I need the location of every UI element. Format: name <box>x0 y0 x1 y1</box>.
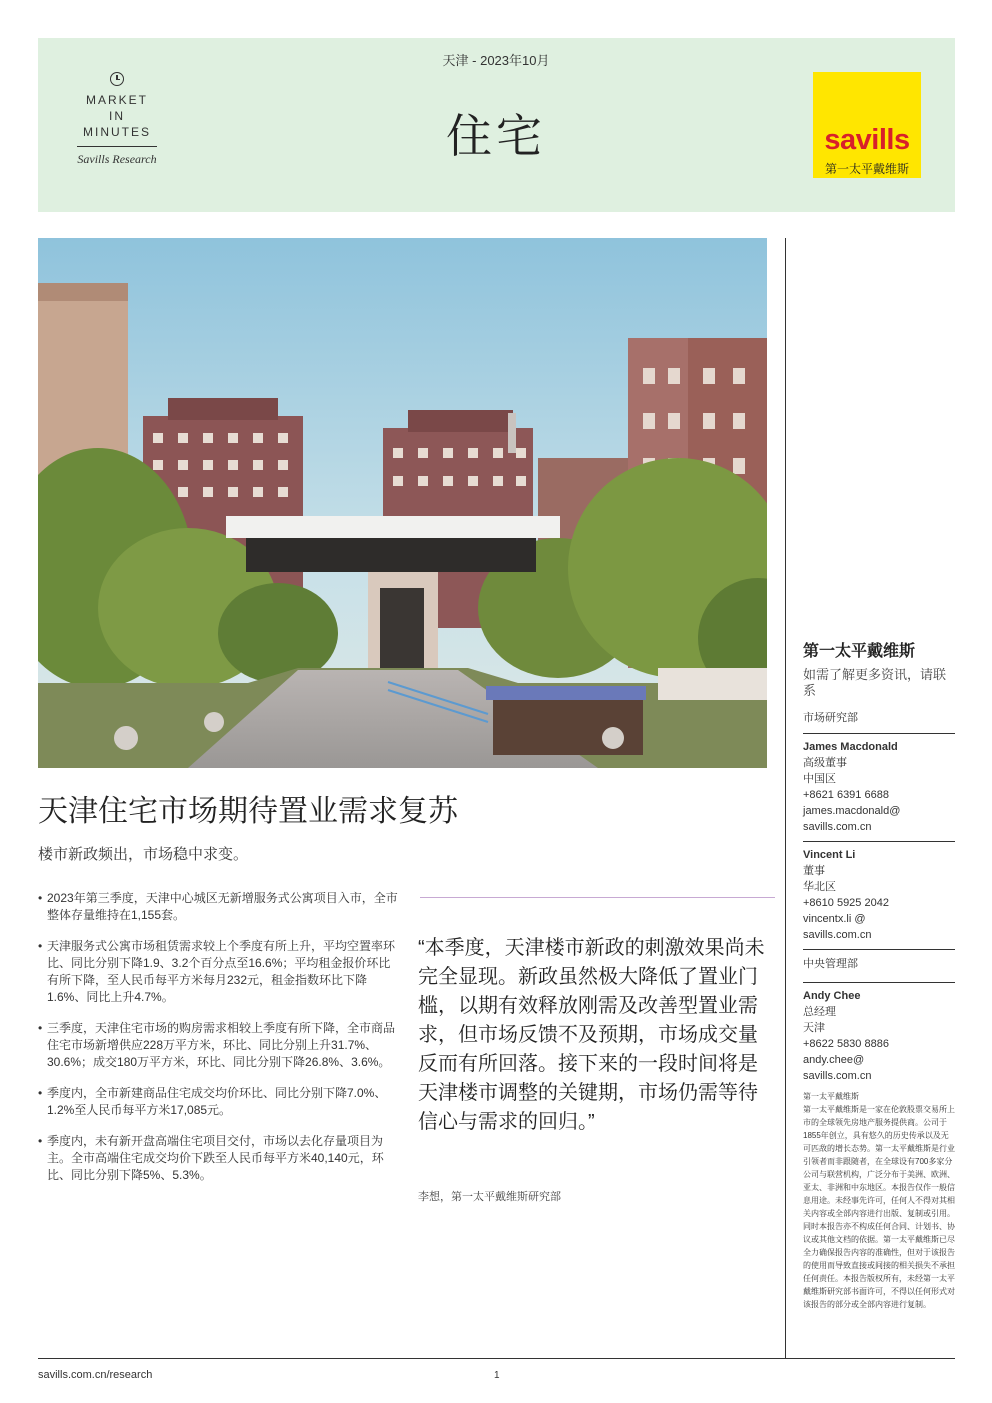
contact-sidebar <box>803 638 955 1084</box>
page-number: 1 <box>494 1370 500 1381</box>
contact-divider <box>803 841 955 842</box>
contact-divider <box>803 949 955 950</box>
list-item: • 三季度，天津住宅市场的购房需求相较上季度有所下降，全市商品住宅市场新增供应228万平方米，环比、同比分别上升31.7%、30.6%；成交180万平方米，环比、同比分别下降26.8%、3.6%。 <box>38 1020 398 1071</box>
department-label: 市场研究部 <box>803 712 858 724</box>
contact-email-domain[interactable]: savills.com.cn <box>803 1070 872 1082</box>
column-divider <box>785 238 786 1358</box>
contact-email[interactable]: andy.chee@ <box>803 1054 865 1066</box>
article-subtitle: 楼市新政频出，市场稳中求变。 <box>38 846 249 863</box>
series-word: IN <box>109 109 125 123</box>
contact-email-domain[interactable]: savills.com.cn <box>803 821 872 833</box>
sidebar-more-info: 如需了解更多资讯，请联系 <box>803 667 947 698</box>
list-item: • 天津服务式公寓市场租赁需求较上个季度有所上升，平均空置率环比、同比分别下降1.9、3.2个百分点至16.6%；平均租金报价环比有所下降，至人民币每平方米每月232元，租金指数环比下降1.6%、同比上升4.7%。 <box>38 938 398 1006</box>
contact-divider <box>803 733 955 734</box>
disclaimer <box>803 1090 955 1311</box>
contact-phone: +8622 5830 8886 <box>803 1038 889 1050</box>
contact-title: 高级董事 <box>803 757 847 769</box>
contact-phone: +8610 5925 2042 <box>803 897 889 909</box>
contact-name: Andy Chee <box>803 990 861 1002</box>
research-label: Savills Research <box>77 152 157 166</box>
series-word: MARKET <box>85 93 148 107</box>
pull-quote: “本季度，天津楼市新政的刺激效果尚未完全显现。新政虽然极大降低了置业门槛，以期有效释放刚需及改善型置业需求，但市场反馈不及预期，市场成交量反而有所回落。接下来的一段时间将是天津楼市调整的关键期，市场仍需等待信心与需求的回归。” <box>418 937 765 1133</box>
savills-logo <box>813 72 921 178</box>
contact-email[interactable]: james.macdonald@ <box>803 805 901 817</box>
contact-phone: +8621 6391 6688 <box>803 789 889 801</box>
contact-title: 总经理 <box>803 1006 836 1018</box>
article-title: 天津住宅市场期待置业需求复苏 <box>38 795 458 828</box>
contact-email-domain[interactable]: savills.com.cn <box>803 929 872 941</box>
cover-photo <box>38 238 767 768</box>
report-date: 天津 - 2023年10月 <box>442 53 550 68</box>
sidebar-org-name: 第一太平戴维斯 <box>803 643 916 660</box>
quote-divider <box>420 897 775 898</box>
key-points-list <box>38 890 398 1198</box>
clock-icon <box>110 72 124 86</box>
contact-region: 华北区 <box>803 881 836 893</box>
contact-name: James Macdonald <box>803 741 898 753</box>
contact-name: Vincent Li <box>803 849 856 861</box>
list-item: • 2023年第三季度，天津中心城区无新增服务式公寓项目入市，全市整体存量维持在1,155套。 <box>38 890 398 924</box>
contact-divider <box>803 982 955 983</box>
contact-email[interactable]: vincentx.li @ <box>803 913 866 925</box>
series-word: MINUTES <box>83 125 151 139</box>
contact-region: 天津 <box>803 1022 825 1034</box>
contact-title: 董事 <box>803 865 825 877</box>
contact-region: 中国区 <box>803 773 836 785</box>
department-label: 中央管理部 <box>803 958 858 970</box>
disclaimer-text: 第一太平戴维斯是一家在伦敦股票交易所上市的全球领先房地产服务提供商。公司于1855年创立，具有悠久的历史传承以及无可匹敌的增长态势。第一太平戴维斯是行业引领者而非跟随者，在全球设有700多家分公司与联营机构，广泛分布于美洲、欧洲、亚太、非洲和中东地区。本报告仅作一般信息用途。未经事先许可，任何人不得对其相关内容或全部内容进行出版、复制或引用。同时本报告亦不构成任何合同、计划书、协议或其他文档的依据。第一太平戴维斯已尽全力确保报告内容的准确性，但对于该报告的使用而导致直接或间接的相关损失不承担任何责任。本报告版权所有，未经第一太平戴维斯研究部书面许可，不得以任何形式对该报告的部分或全部内容进行复制。 <box>803 1105 955 1309</box>
footer-divider <box>38 1358 955 1359</box>
quote-attribution: 李想，第一太平戴维斯研究部 <box>418 1191 561 1203</box>
list-item: • 季度内，未有新开盘高端住宅项目交付，市场以去化存量项目为主。全市高端住宅成交均价下跌至人民币每平方米40,140元，环比、同比分别下降5%、5.3%。 <box>38 1133 398 1184</box>
logo-chinese-name: 第一太平戴维斯 <box>824 162 909 176</box>
page-title: 住宅 <box>446 110 546 162</box>
logo-brand: savills <box>824 124 910 156</box>
footer-url[interactable]: savills.com.cn/research <box>38 1369 153 1381</box>
list-item: • 季度内，全市新建商品住宅成交均价环比、同比分别下降7.0%、1.2%至人民币每平方米17,085元。 <box>38 1085 398 1119</box>
disclaimer-title: 第一太平戴维斯 <box>803 1092 859 1101</box>
